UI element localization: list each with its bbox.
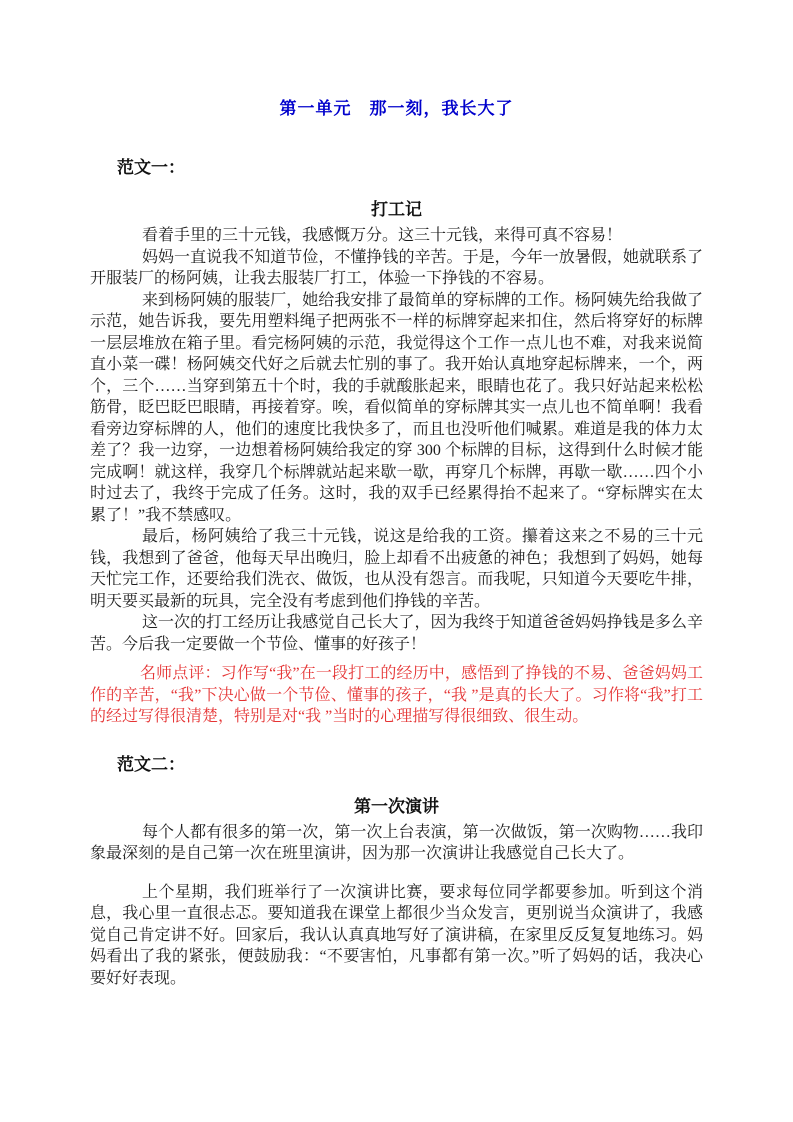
essay1-paragraph-3: 来到杨阿姨的服装厂，她给我安排了最简单的穿标牌的工作。杨阿姨先给我做了示范，她告诉我，要先用塑料绳子把两张不一样的标牌穿起来扣住，然后将穿好的标牌一层层堆放在箱子里。看完杨阿姨的示范，我觉得这个工作一点儿也不难，对我来说简直小菜一碟！杨阿姨交代好之后就去忙别的事了。我开始认真地穿起标牌来，一个，两个，三个……当穿到第五十个时，我的手就酸胀起来，眼睛也花了。我只好站起来松松筋骨，眨巴眨巴眼睛，再接着穿。唉，看似简单的穿标牌其实一点儿也不简单啊！我看看旁边穿标牌的人，他们的速度比我快多了，而且也没听他们喊累。难道是我的体力太差了？我一边穿，一边想着杨阿姨给我定的穿 300 个标牌的目标，这得到什么时候才能完成啊！就这样，我穿几个标牌就站起来歇一歇，再穿几个标牌，再歇一歇……四个小时过去了，我终于完成了任务。这时，我的双手已经累得抬不起来了。“穿标牌实在太累了！”我不禁感叹。 (90, 291, 703, 524)
essay1-section (90, 156, 703, 728)
teacher-comment: 名师点评：习作写“我”在一段打工的经历中，感悟到了挣钱的不易、爸爸妈妈工作的辛苦，“我”下决心做一个节俭、懂事的孩子，“我 ”是真的长大了。习作将“我”打工的经过写得很清楚，特别是对“我 ”当时的心理描写得很细致、很生动。 (90, 665, 703, 725)
essay1-paragraph-2: 妈妈一直说我不知道节俭，不懂挣钱的辛苦。于是，今年一放暑假，她就联系了开服装厂的杨阿姨，让我去服装厂打工，体验一下挣钱的不容易。 (90, 248, 703, 287)
essay2-paragraph-2: 上个星期，我们班举行了一次演讲比赛，要求每位同学都要参加。听到这个消息，我心里一直很忐忑。要知道我在课堂上都很少当众发言，更别说当众演讲了，我感觉自己肯定讲不好。回家后，我认认真真地写好了演讲稿，在家里反反复复地练习。妈妈看出了我的紧张，便鼓励我：“不要害怕，凡事都有第一次。”听了妈妈的话，我决心要好好表现。 (90, 883, 703, 987)
essay1-section-label: 范文一： (117, 158, 185, 177)
essay1-title: 打工记 (371, 200, 422, 219)
essay2-section-label: 范文二： (117, 754, 185, 774)
essay1-paragraph-1: 看着手里的三十元钱，我感慨万分。这三十元钱，来得可真不容易！ (142, 227, 623, 244)
essay2-title: 第一次演讲 (354, 796, 439, 816)
essay1-paragraph-5: 这一次的打工经历让我感觉自己长大了，因为我终于知道爸爸妈妈挣钱是多么辛苦。今后我一定要做一个节俭、懂事的好孩子！ (90, 614, 703, 653)
essay1-paragraph-4: 最后，杨阿姨给了我三十元钱，说这是给我的工资。攥着这来之不易的三十元钱，我想到了爸爸，他每天早出晚归，脸上却看不出疲惫的神色；我想到了妈妈，她每天忙完工作，还要给我们洗衣、做饭，也从没有怨言。而我呢，只知道今天要吃牛排，明天要买最新的玩具，完全没有考虑到他们挣钱的辛苦。 (90, 528, 703, 610)
essay2-paragraph-1: 每个人都有很多的第一次，第一次上台表演，第一次做饭，第一次购物……我印象最深刻的是自己第一次在班里演讲，因为那一次演讲让我感觉自己长大了。 (90, 823, 703, 862)
unit-title: 第一单元 那一刻，我长大了 (279, 99, 514, 118)
essay2-section (90, 753, 703, 990)
